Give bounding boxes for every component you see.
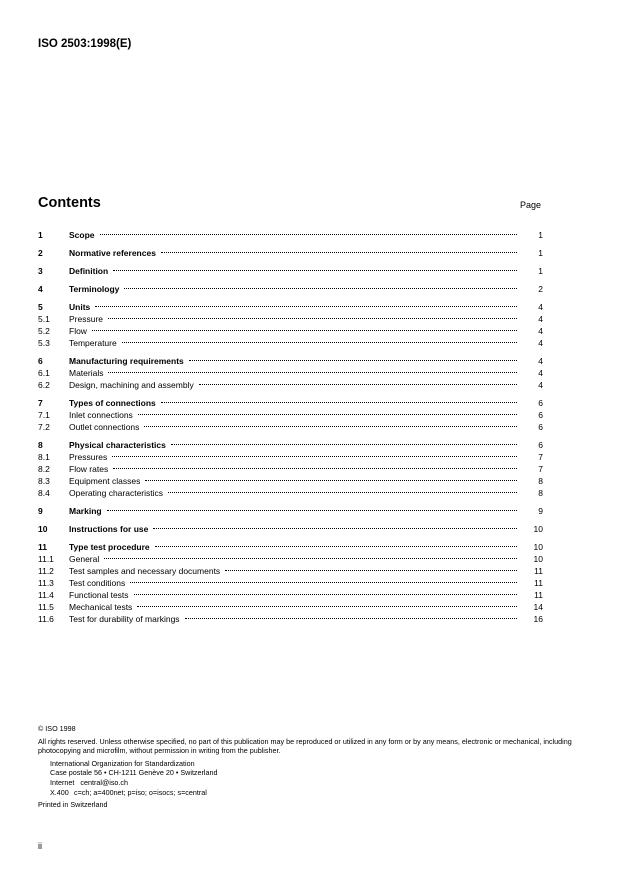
toc-entry-page: 8 (538, 488, 543, 498)
toc-entry-page: 4 (538, 338, 543, 348)
toc-entry-title: Marking (69, 506, 102, 516)
toc-entry-page: 4 (538, 380, 543, 390)
toc-entry-title: General (69, 554, 100, 564)
dot-leader (185, 618, 517, 619)
toc-entry (38, 355, 543, 367)
toc-entry-page: 6 (538, 422, 543, 432)
toc-entry-title-wrap (69, 421, 519, 433)
dot-leader (199, 384, 517, 385)
copyright-block (38, 724, 583, 810)
toc-entry (38, 265, 543, 277)
toc-entry-page: 8 (538, 476, 543, 486)
toc-entry-number: 5.3 (38, 338, 50, 348)
toc-entry-page: 10 (533, 542, 543, 552)
toc-entry-page: 7 (538, 464, 543, 474)
dot-leader (144, 426, 517, 427)
dot-leader (138, 414, 517, 415)
toc-entry-number: 1 (38, 230, 43, 240)
dot-leader (225, 570, 517, 571)
toc-entry-page: 6 (538, 410, 543, 420)
toc-entry-title-wrap (69, 451, 519, 463)
toc-entry-title-wrap (69, 439, 519, 451)
toc-entry (38, 451, 543, 463)
toc-entry-page: 11 (534, 590, 543, 600)
toc-entry (38, 475, 543, 487)
toc-entry (38, 553, 543, 565)
dot-leader (161, 252, 517, 253)
toc-entry-title: Mechanical tests (69, 602, 133, 612)
copyright-line: © ISO 1998 (38, 724, 76, 733)
toc-entry-number: 10 (38, 524, 48, 534)
toc-entry (38, 409, 543, 421)
toc-entry (38, 541, 543, 553)
toc-entry-title: Instructions for use (69, 524, 149, 534)
toc-entry-title: Functional tests (69, 590, 129, 600)
toc-entry-number: 6 (38, 356, 43, 366)
toc-entry (38, 367, 543, 379)
toc-entry (38, 337, 543, 349)
toc-entry-title: Test samples and necessary documents (69, 566, 221, 576)
dot-leader (137, 606, 517, 607)
dot-leader (145, 480, 517, 481)
toc-entry-number: 6.2 (38, 380, 50, 390)
toc-entry-title-wrap (69, 229, 519, 241)
toc-entry-title: Units (69, 302, 91, 312)
toc-entry-title: Operating characteristics (69, 488, 164, 498)
page-column-header: Page (520, 200, 542, 210)
toc-entry-number: 2 (38, 248, 43, 258)
x400-address: c=ch; a=400net; p=iso; o=isocs; s=central (74, 787, 207, 797)
internet-label: Internet (50, 777, 75, 787)
toc-entry-page: 6 (538, 440, 543, 450)
toc-entry (38, 421, 543, 433)
toc-entry-number: 11.4 (38, 590, 54, 600)
toc-entry-title: Flow rates (69, 464, 109, 474)
toc-entry (38, 613, 543, 625)
dot-leader (100, 234, 517, 235)
dot-leader (134, 594, 517, 595)
toc-entry-number: 7.1 (38, 410, 50, 420)
x400-line (38, 788, 583, 798)
toc-entry-title-wrap (69, 553, 519, 565)
toc-entry-page: 4 (538, 326, 543, 336)
toc-entry-page: 16 (533, 614, 543, 624)
toc-entry-title-wrap (69, 397, 519, 409)
dot-leader (104, 558, 517, 559)
toc-entry (38, 379, 543, 391)
dot-leader (112, 456, 517, 457)
toc-entry-page: 1 (538, 230, 543, 240)
toc-entry-title-wrap (69, 601, 519, 613)
toc-entry-page: 11 (534, 578, 543, 588)
toc-entry-title-wrap (69, 565, 519, 577)
toc-entry-page: 4 (538, 302, 543, 312)
toc-entry-page: 4 (538, 314, 543, 324)
dot-leader (113, 468, 517, 469)
toc-entry-title-wrap (69, 463, 519, 475)
dot-leader (189, 360, 517, 361)
toc-entry (38, 463, 543, 475)
toc-entry-title: Pressures (69, 452, 108, 462)
toc-entry-title: Pressure (69, 314, 104, 324)
toc-entry-title: Temperature (69, 338, 117, 348)
document-id-header: ISO 2503:1998(E) (38, 38, 132, 50)
toc-entry (38, 283, 543, 295)
toc-entry-number: 3 (38, 266, 43, 276)
toc-entry (38, 487, 543, 499)
toc-entry-number: 8.2 (38, 464, 50, 474)
toc-entry-title: Inlet connections (69, 410, 133, 420)
toc-entry-title: Flow (69, 326, 87, 336)
toc-entry-title-wrap (69, 487, 519, 499)
toc-entry-number: 11.2 (38, 566, 54, 576)
footer-page-number: ii (38, 841, 42, 851)
toc-entry-title-wrap (69, 301, 519, 313)
toc-entry (38, 229, 543, 241)
toc-entry-page: 2 (538, 284, 543, 294)
toc-entry-page: 11 (534, 566, 543, 576)
toc-entry (38, 325, 543, 337)
toc-entry-title-wrap (69, 379, 519, 391)
toc-entry-page: 1 (538, 248, 543, 258)
dot-leader (95, 306, 517, 307)
dot-leader (171, 444, 517, 445)
toc-entry-number: 8.4 (38, 488, 50, 498)
rights-statement: All rights reserved. Unless otherwise specified, no part of this publication may be reproduced or utilized in any form or by any means, electronic or mechanical, including photocopying and microfilm, without permission in writing from the publisher. (38, 736, 572, 756)
table-of-contents (38, 229, 543, 625)
toc-entry (38, 601, 543, 613)
toc-entry-title-wrap (69, 283, 519, 295)
toc-entry-page: 10 (533, 524, 543, 534)
toc-entry-page: 6 (538, 398, 543, 408)
toc-entry-number: 8 (38, 440, 43, 450)
toc-entry-title-wrap (69, 337, 519, 349)
toc-entry-page: 4 (538, 356, 543, 366)
toc-entry (38, 313, 543, 325)
dot-leader (113, 270, 517, 271)
dot-leader (108, 318, 517, 319)
toc-entry-title: Manufacturing requirements (69, 356, 184, 366)
toc-entry (38, 523, 543, 535)
toc-entry-title-wrap (69, 355, 519, 367)
toc-entry (38, 577, 543, 589)
toc-entry-title: Definition (69, 266, 109, 276)
toc-entry-page: 9 (538, 506, 543, 516)
toc-entry-number: 5.2 (38, 326, 50, 336)
toc-entry-title: Terminology (69, 284, 120, 294)
internet-address: central@iso.ch (80, 777, 129, 787)
x400-label: X.400 (50, 787, 69, 797)
toc-entry (38, 589, 543, 601)
toc-entry-number: 8.3 (38, 476, 50, 486)
toc-entry-title: Types of connections (69, 398, 156, 408)
toc-entry (38, 439, 543, 451)
toc-entry-title-wrap (69, 589, 519, 601)
toc-entry-title-wrap (69, 523, 519, 535)
toc-entry-number: 4 (38, 284, 43, 294)
toc-entry (38, 505, 543, 517)
toc-entry-title-wrap (69, 325, 519, 337)
printed-in: Printed in Switzerland (38, 800, 108, 810)
toc-entry-number: 11 (38, 542, 47, 552)
toc-entry-title: Scope (69, 230, 95, 240)
toc-entry-number: 7.2 (38, 422, 50, 432)
dot-leader (108, 372, 517, 373)
organization-address: Case postale 56 • CH-1211 Genève 20 • Switzerland (50, 768, 218, 778)
toc-entry-title: Outlet connections (69, 422, 140, 432)
toc-entry-title: Materials (69, 368, 104, 378)
toc-entry-page: 7 (538, 452, 543, 462)
dot-leader (153, 528, 517, 529)
toc-entry-number: 8.1 (38, 452, 50, 462)
toc-entry-title: Physical characteristics (69, 440, 166, 450)
toc-entry (38, 301, 543, 313)
toc-entry-number: 11.1 (38, 554, 54, 564)
dot-leader (122, 342, 517, 343)
toc-entry (38, 565, 543, 577)
toc-entry-title: Test for durability of markings (69, 614, 180, 624)
toc-entry-page: 1 (538, 266, 543, 276)
toc-entry (38, 397, 543, 409)
toc-entry-title-wrap (69, 313, 519, 325)
toc-entry-title-wrap (69, 475, 519, 487)
toc-entry-page: 4 (538, 368, 543, 378)
toc-entry-title: Test conditions (69, 578, 126, 588)
contents-title: Contents (38, 195, 101, 211)
toc-entry-title-wrap (69, 247, 519, 259)
toc-entry-title: Equipment classes (69, 476, 141, 486)
toc-entry-number: 11.3 (38, 578, 54, 588)
toc-entry-title-wrap (69, 409, 519, 421)
toc-entry-title-wrap (69, 541, 519, 553)
toc-entry-title-wrap (69, 577, 519, 589)
dot-leader (124, 288, 517, 289)
dot-leader (107, 510, 517, 511)
toc-entry-title: Type test procedure (69, 542, 150, 552)
toc-entry-number: 5.1 (38, 314, 50, 324)
toc-entry-number: 5 (38, 302, 43, 312)
toc-entry-page: 10 (533, 554, 543, 564)
toc-entry-title-wrap (69, 265, 519, 277)
dot-leader (161, 402, 517, 403)
organization-name: International Organization for Standardization (50, 758, 195, 768)
toc-entry-title-wrap (69, 613, 519, 625)
dot-leader (155, 546, 517, 547)
toc-entry-title-wrap (69, 367, 519, 379)
toc-entry-title: Normative references (69, 248, 156, 258)
toc-entry-title: Design, machining and assembly (69, 380, 194, 390)
dot-leader (130, 582, 517, 583)
toc-entry-number: 6.1 (38, 368, 50, 378)
dot-leader (168, 492, 517, 493)
toc-entry-number: 9 (38, 506, 43, 516)
toc-entry-title-wrap (69, 505, 519, 517)
toc-entry (38, 247, 543, 259)
toc-entry-number: 7 (38, 398, 43, 408)
dot-leader (92, 330, 517, 331)
internet-line (38, 778, 583, 788)
toc-entry-number: 11.5 (38, 602, 54, 612)
toc-entry-number: 11.6 (38, 614, 54, 624)
toc-entry-page: 14 (533, 602, 543, 612)
